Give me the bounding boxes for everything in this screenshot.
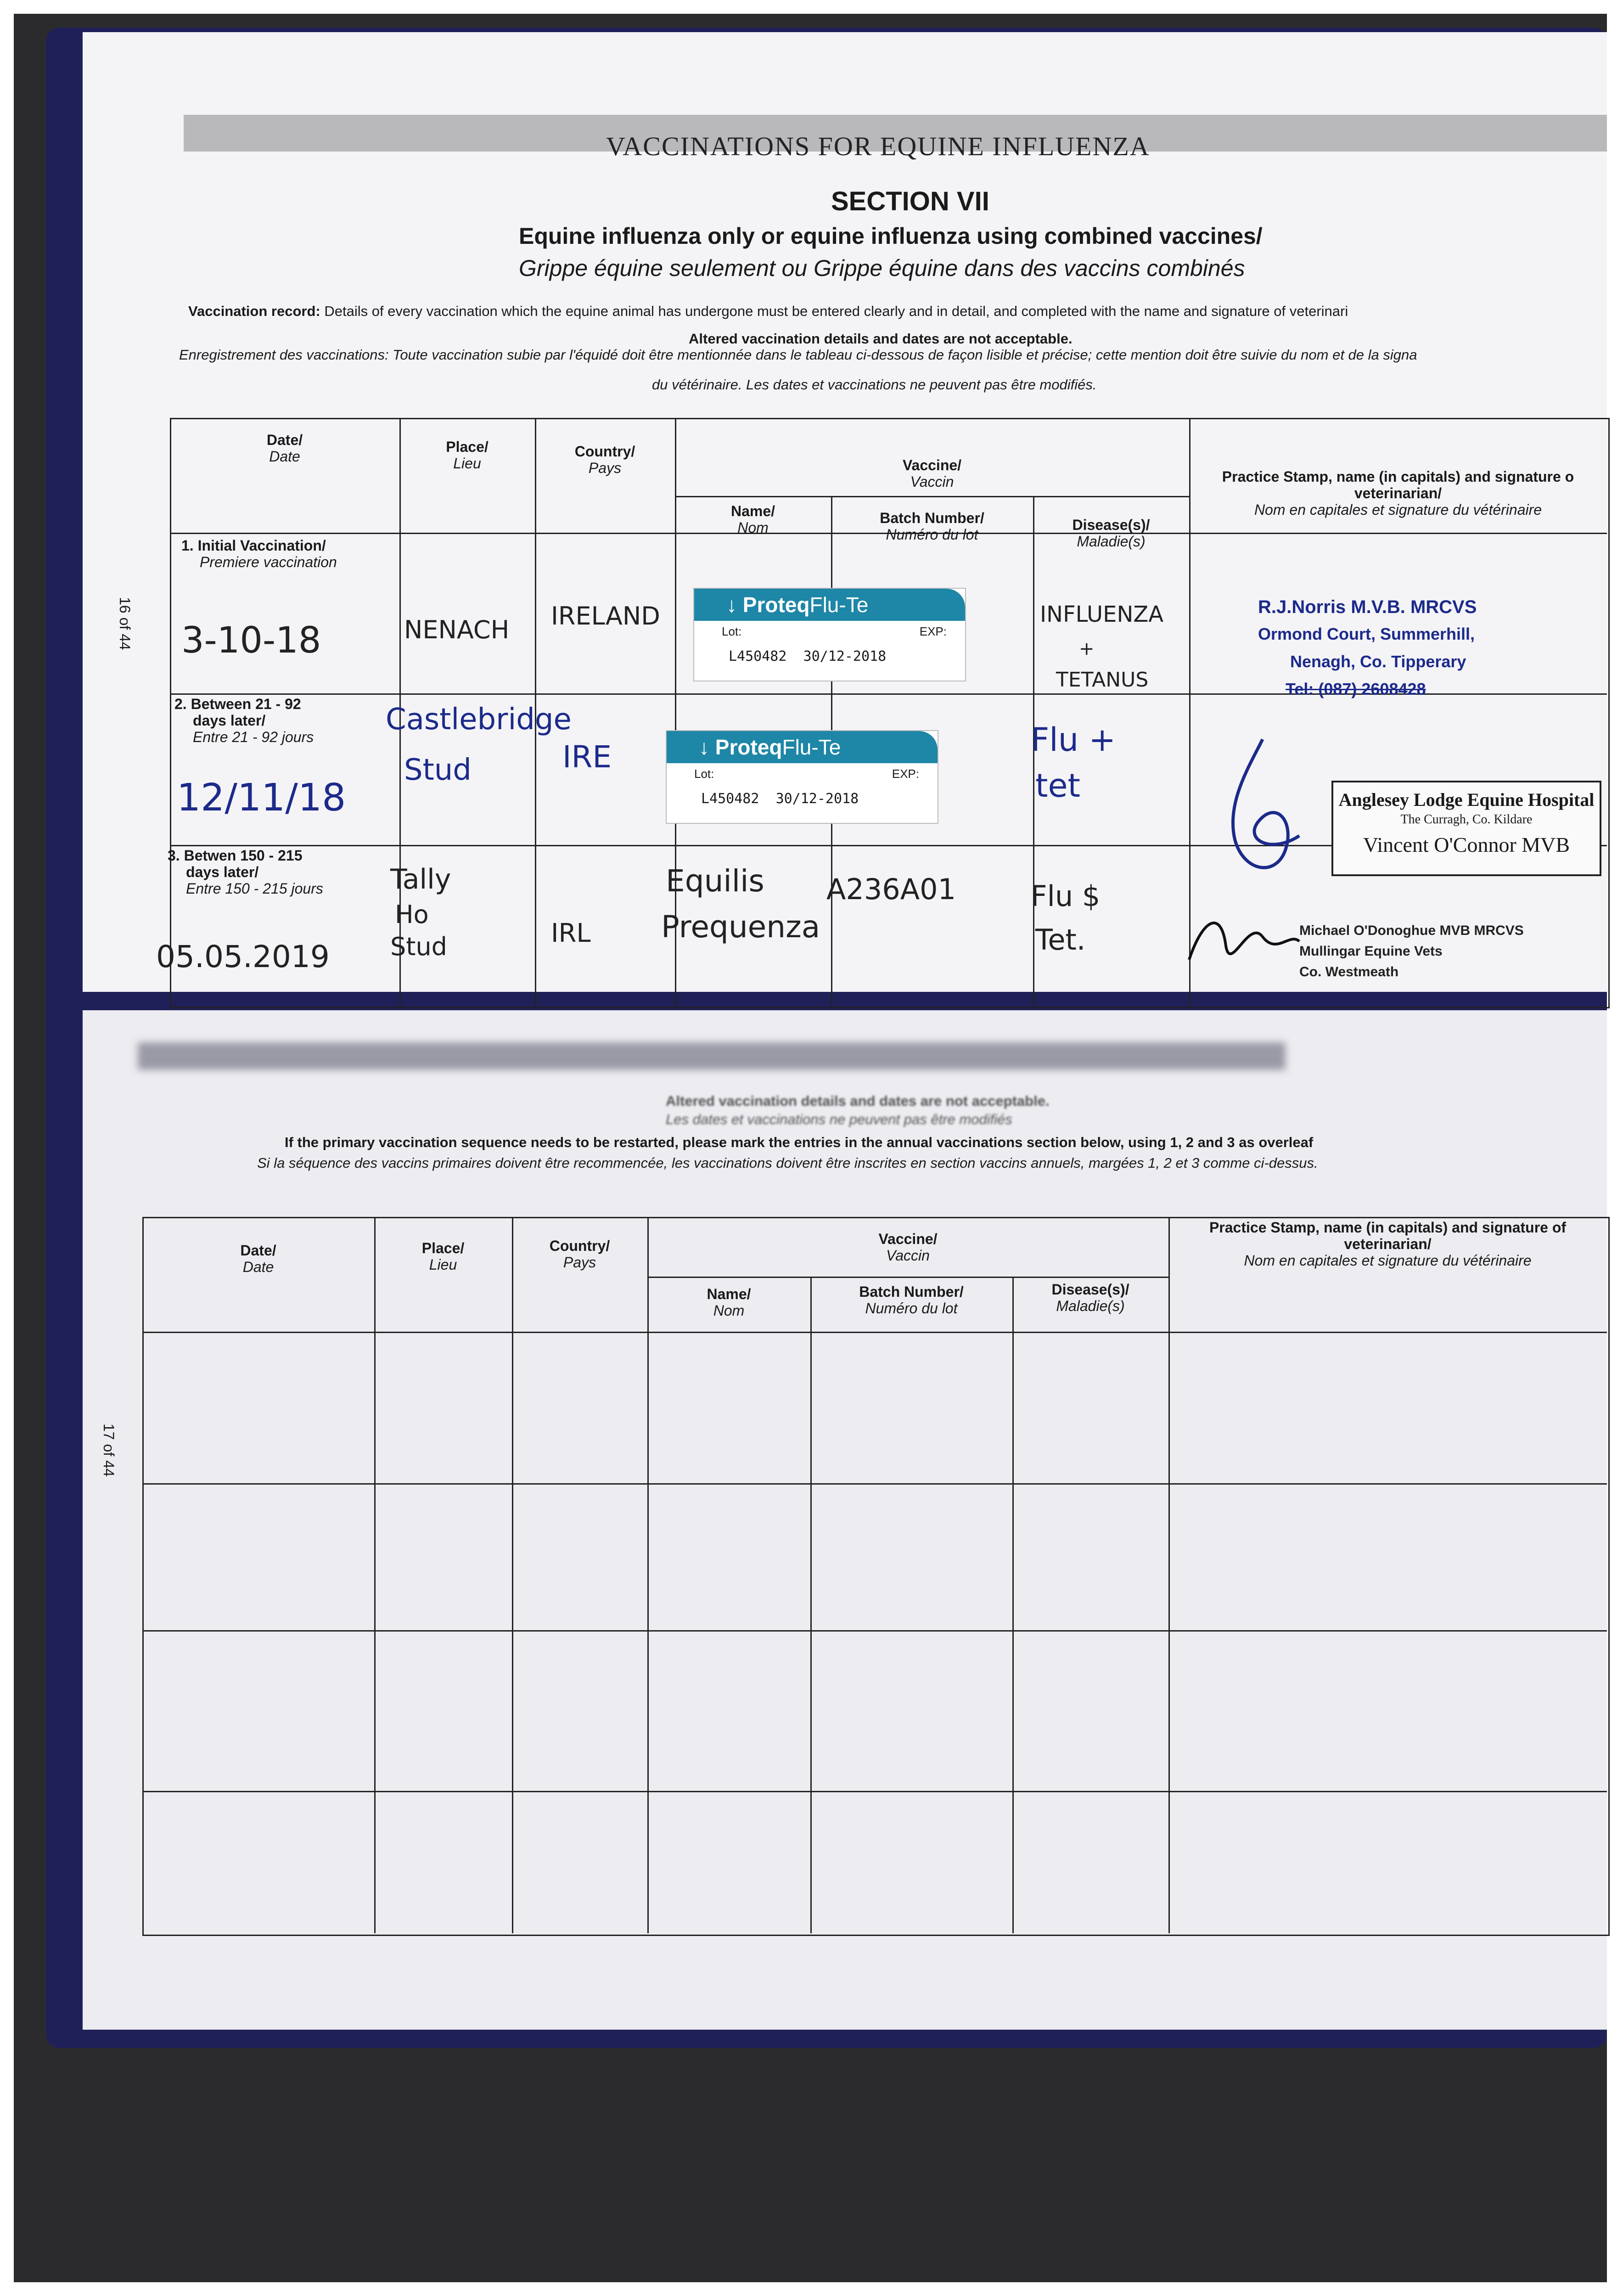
row1-disease-2: + bbox=[1079, 638, 1095, 659]
vaccination-table-annual bbox=[142, 1217, 1610, 1936]
row3-disease-1: Flu $ bbox=[1031, 879, 1101, 913]
row-label-3: 3. Betwen 150 - 215 days later/ Entre 150 - 215 jours bbox=[168, 847, 323, 897]
stamp-norris-name: R.J.Norris M.V.B. MRCVS bbox=[1258, 597, 1477, 617]
stamp-mod-1: Michael O'Donoghue MVB MRCVS bbox=[1299, 923, 1524, 938]
row3-disease-2: Tet. bbox=[1035, 923, 1086, 957]
page-title: VACCINATIONS FOR EQUINE INFLUENZA bbox=[606, 131, 1150, 161]
col-place: Place/ Lieu bbox=[446, 439, 489, 472]
col-country: Country/ Pays bbox=[574, 443, 635, 476]
row2-place-1: Castlebridge bbox=[386, 703, 572, 737]
stamp-mod-2: Mullingar Equine Vets bbox=[1299, 944, 1443, 959]
p2-col-disease: Disease(s)/ Maladie(s) bbox=[1051, 1281, 1129, 1314]
instructions-fr-2: du vétérinaire. Les dates et vaccinations ne peuvent pas être modifiés. bbox=[652, 377, 1097, 393]
page2-altered-fr: Les dates et vaccinations ne peuvent pas être modifiés bbox=[666, 1111, 1012, 1127]
row2-date: 12/11/18 bbox=[177, 776, 346, 820]
stamp-norris-phone: Tel: (087) 2608428 bbox=[1286, 680, 1426, 698]
row2-country: IRE bbox=[562, 739, 612, 775]
p2-col-practice: Practice Stamp, name (in capitals) and signature of veterinarian/ Nom en capitales et signature du vétérinaire bbox=[1209, 1219, 1567, 1269]
row3-batch: A236A01 bbox=[826, 872, 956, 906]
col-vaccine: Vaccine/ Vaccin bbox=[902, 457, 962, 490]
row1-country: IRELAND bbox=[551, 602, 660, 630]
col-name: Name/ Nom bbox=[730, 503, 775, 536]
p2-col-vaccine: Vaccine/ Vaccin bbox=[878, 1231, 938, 1264]
page-number: 16 of 44 bbox=[117, 597, 133, 650]
row1-date: 3-10-18 bbox=[181, 620, 321, 661]
page-number-2: 17 of 44 bbox=[101, 1424, 117, 1477]
row3-name-1: Equilis bbox=[666, 863, 764, 899]
row1-disease-1: INFLUENZA bbox=[1040, 602, 1164, 627]
row2-disease-2: tet bbox=[1035, 767, 1080, 805]
row3-place-1: Tally bbox=[390, 863, 451, 895]
vaccine-sticker-1: ↓ ProteqFlu-Te Lot: EXP: L450482 30/12-2018 bbox=[693, 588, 966, 681]
row3-name-2: Prequenza bbox=[661, 909, 820, 945]
row1-disease-3: TETANUS bbox=[1056, 668, 1149, 692]
page2-restart-en: If the primary vaccination sequence needs to be restarted, please mark the entries in the annual vaccinations section below, using 1, 2 and 3 as overleaf bbox=[285, 1134, 1314, 1150]
row1-place: NENACH bbox=[404, 615, 510, 644]
blurred-title-band bbox=[138, 1042, 1286, 1070]
col-disease: Disease(s)/ Maladie(s) bbox=[1072, 517, 1150, 550]
p2-col-batch: Batch Number/ Numéro du lot bbox=[859, 1283, 964, 1317]
instructions-en: Vaccination record: Details of every vaccination which the equine animal has undergone must be entered clearly and in detail, and completed with the name and signature of veterinari bbox=[188, 303, 1348, 319]
vaccine-sticker-2: ↓ ProteqFlu-Te Lot: EXP: L450482 30/12-2018 bbox=[666, 730, 938, 824]
signature-odonoghue bbox=[1185, 891, 1304, 983]
instructions-altered: Altered vaccination details and dates are not acceptable. bbox=[689, 331, 1073, 347]
col-batch: Batch Number/ Numéro du lot bbox=[880, 510, 984, 543]
p2-col-country: Country/ Pays bbox=[549, 1238, 610, 1271]
p2-col-date: Date/ Date bbox=[240, 1242, 276, 1275]
stamp-norris-address: Ormond Court, Summerhill, bbox=[1258, 625, 1475, 643]
row2-place-2: Stud bbox=[404, 753, 472, 787]
stamp-anglesey: Anglesey Lodge Equine Hospital The Curragh, Co. Kildare Vincent O'Connor MVB bbox=[1331, 781, 1601, 876]
signature-oconnor bbox=[1207, 730, 1336, 882]
col-date: Date/ Date bbox=[266, 432, 303, 465]
page2-altered-en: Altered vaccination details and dates are not acceptable. bbox=[666, 1093, 1050, 1109]
row3-place-2: Ho bbox=[395, 900, 429, 929]
row3-country: IRL bbox=[551, 918, 591, 948]
p2-col-place: Place/ Lieu bbox=[421, 1240, 465, 1273]
instructions-fr-1: Enregistrement des vaccinations: Toute vaccination subie par l'équidé doit être mentionnée dans le tableau ci-dessous de façon lisible et précise; cette mention doit être suivie du nom et de la signa bbox=[179, 347, 1417, 363]
subtitle-fr: Grippe équine seulement ou Grippe équine dans des vaccins combinés bbox=[519, 255, 1245, 281]
row-label-1: 1. Initial Vaccination/ Premiere vaccination bbox=[181, 537, 337, 570]
stamp-norris-town: Nenagh, Co. Tipperary bbox=[1290, 652, 1466, 671]
row3-date: 05.05.2019 bbox=[156, 939, 330, 974]
col-practice: Practice Stamp, name (in capitals) and signature o veterinarian/ Nom en capitales et signature du vétérinaire bbox=[1222, 468, 1574, 518]
row3-place-3: Stud bbox=[390, 932, 447, 961]
section-title: SECTION VII bbox=[831, 186, 989, 216]
row-label-2: 2. Between 21 - 92 days later/ Entre 21 - 92 jours bbox=[174, 696, 314, 745]
row2-disease-1: Flu + bbox=[1031, 721, 1116, 759]
stamp-mod-3: Co. Westmeath bbox=[1299, 964, 1399, 979]
subtitle-en: Equine influenza only or equine influenza using combined vaccines/ bbox=[519, 223, 1263, 249]
page2-restart-fr: Si la séquence des vaccins primaires doivent être recommencée, les vaccinations doivent être inscrites en section vaccins annuels, margées 1, 2 et 3 comme ci-dessus. bbox=[257, 1155, 1318, 1171]
p2-col-name: Name/ Nom bbox=[707, 1286, 751, 1319]
